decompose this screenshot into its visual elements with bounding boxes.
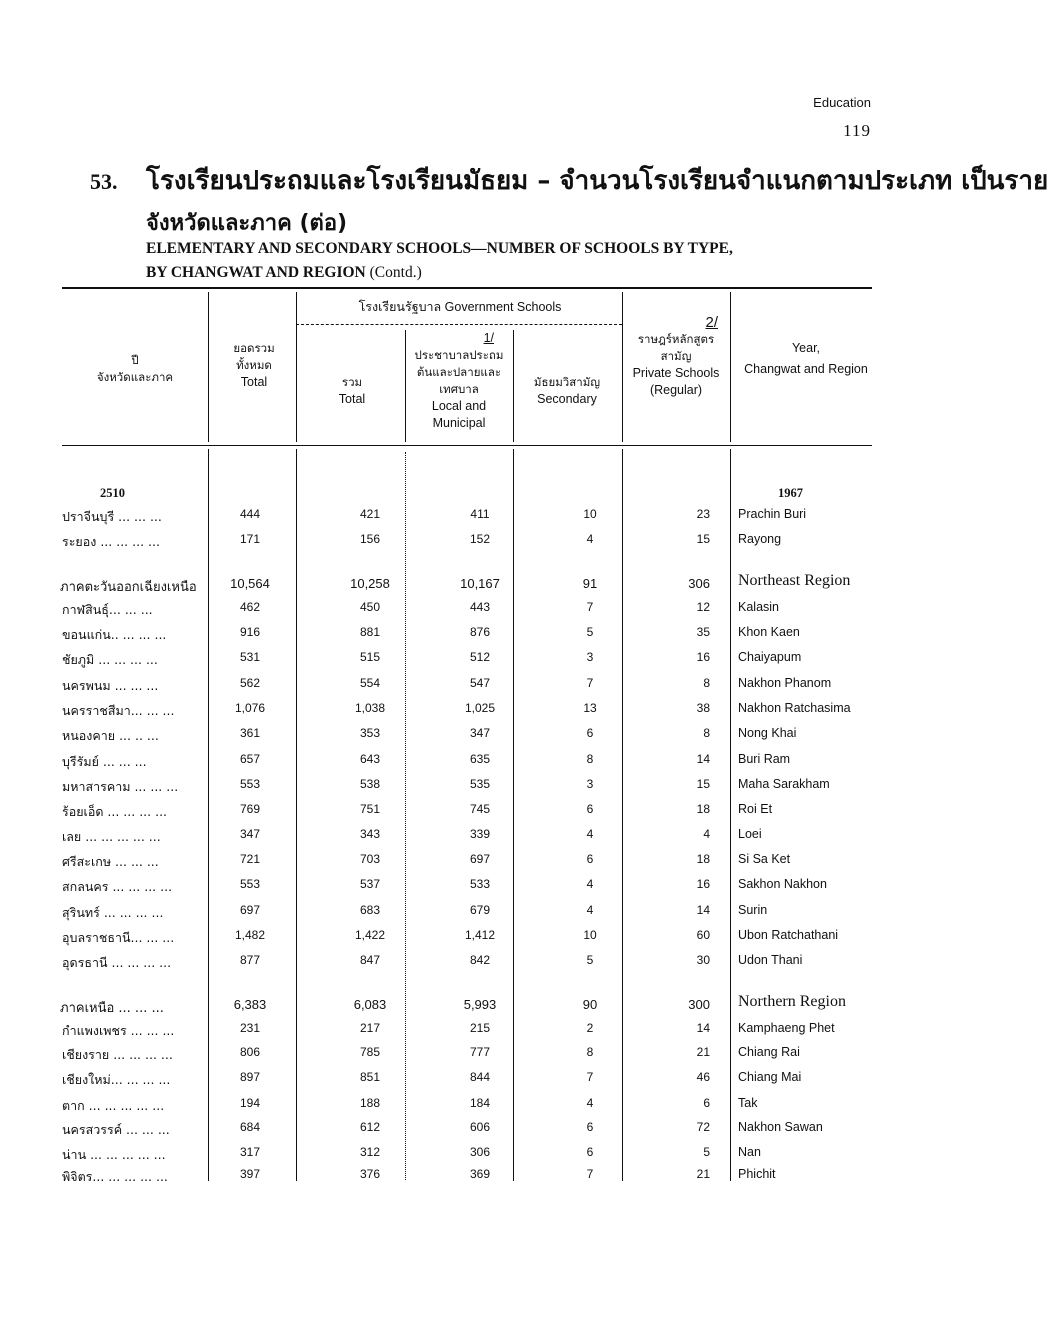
row-secondary: 4: [586, 903, 594, 917]
row-area-thai: ภาคตะวันออกเฉียงเหนือ: [60, 580, 197, 595]
row-area-english: Surin: [738, 903, 768, 917]
row-local-municipal: 606: [469, 1120, 491, 1134]
table-row: [60, 1045, 890, 1067]
row-area-thai: ศรีสะเกษ ... ... ...: [62, 854, 159, 869]
row-local-municipal: 215: [469, 1021, 491, 1035]
row-secondary: 6: [586, 1120, 594, 1134]
row-private: 18: [696, 802, 710, 816]
row-gov-total: 450: [359, 600, 381, 614]
table-row: [60, 1021, 890, 1043]
row-total: 1,076: [234, 701, 266, 715]
row-area-thai: เลย ... ... ... ... ...: [62, 829, 161, 844]
row-total: 897: [239, 1070, 261, 1084]
row-local-municipal: 1,412: [464, 928, 496, 942]
row-area-thai: นครพนม ... ... ...: [62, 678, 159, 693]
row-local-municipal: 306: [469, 1145, 491, 1159]
row-gov-total: 538: [359, 777, 381, 791]
row-private: 14: [696, 1021, 710, 1035]
row-private: 14: [696, 903, 710, 917]
row-area-thai: ปราจีนบุรี ... ... ...: [62, 509, 162, 524]
col-divider: [296, 292, 297, 442]
table-row: [60, 852, 890, 874]
row-local-municipal: 10,167: [460, 576, 500, 591]
row-area-english: Prachin Buri: [738, 507, 807, 521]
row-local-municipal: 635: [469, 752, 491, 766]
row-gov-total: 1,038: [354, 701, 386, 715]
row-local-municipal: 777: [469, 1045, 491, 1059]
row-total: 444: [239, 507, 261, 521]
row-area-english: Udon Thani: [738, 953, 803, 967]
row-total: 347: [239, 827, 261, 841]
row-area-thai: ขอนแก่น.. ... ... ...: [62, 627, 167, 642]
row-local-municipal: 745: [469, 802, 491, 816]
table-top-rule: [62, 287, 872, 289]
row-gov-total: 785: [359, 1045, 381, 1059]
row-total: 877: [239, 953, 261, 967]
table-row: [60, 726, 890, 748]
table-row: [60, 1167, 890, 1189]
row-total: 462: [239, 600, 261, 614]
row-area-thai: ชัยภูมิ ... ... ... ...: [62, 652, 158, 667]
col-divider: [208, 292, 209, 442]
row-gov-total: 537: [359, 877, 381, 891]
row-total: 657: [239, 752, 261, 766]
row-private: 72: [696, 1120, 710, 1134]
row-private: 16: [696, 650, 710, 664]
table-row: [60, 625, 890, 647]
row-area-english: Nan: [738, 1145, 761, 1159]
row-local-municipal: 697: [469, 852, 491, 866]
row-gov-total: 353: [359, 726, 381, 740]
row-secondary: 91: [582, 576, 598, 591]
table-row: [60, 1070, 890, 1092]
row-local-municipal: 443: [469, 600, 491, 614]
row-local-municipal: 844: [469, 1070, 491, 1084]
row-total: 6,383: [233, 997, 267, 1012]
row-private: 23: [696, 507, 710, 521]
table-row: [60, 928, 890, 950]
row-gov-total: 312: [359, 1145, 381, 1159]
row-secondary: 4: [586, 877, 594, 891]
row-total: 317: [239, 1145, 261, 1159]
row-gov-total: 1,422: [354, 928, 386, 942]
table-row: [60, 752, 890, 774]
table-number: 53.: [90, 169, 118, 194]
section-label: Education: [813, 95, 871, 110]
row-area-thai: กาฬสินธุ์... ... ...: [62, 602, 153, 617]
row-area-thai: นครราชสีมา... ... ...: [62, 703, 175, 718]
row-area-thai: มหาสารคาม ... ... ...: [62, 779, 179, 794]
row-local-municipal: 842: [469, 953, 491, 967]
row-area-thai: ระยอง ... ... ... ...: [62, 534, 160, 549]
table-row: [60, 953, 890, 975]
row-gov-total: 643: [359, 752, 381, 766]
row-private: 35: [696, 625, 710, 639]
row-secondary: 7: [586, 600, 594, 614]
row-gov-total: 10,258: [350, 576, 390, 591]
row-area-english: Phichit: [738, 1167, 776, 1181]
row-gov-total: 188: [359, 1096, 381, 1110]
row-area-english: Northern Region: [738, 993, 846, 1010]
gov-total-header: รวม Total: [338, 375, 366, 406]
row-private: 38: [696, 701, 710, 715]
row-local-municipal: 512: [469, 650, 491, 664]
row-secondary: 6: [586, 1145, 594, 1159]
row-area-thai: กำแพงเพชร ... ... ...: [62, 1023, 175, 1038]
row-private: 14: [696, 752, 710, 766]
row-area-thai: อุดรธานี ... ... ... ...: [62, 955, 172, 970]
row-area-thai: หนองคาย ... .. ...: [62, 728, 159, 743]
year-row: [60, 486, 890, 508]
row-total: 553: [239, 877, 261, 891]
row-gov-total: 6,083: [353, 997, 387, 1012]
row-secondary: 3: [586, 777, 594, 791]
row-area-thai: นครสวรรค์ ... ... ...: [62, 1122, 170, 1137]
row-secondary: 7: [586, 1070, 594, 1084]
row-secondary: 5: [586, 625, 594, 639]
row-total: 721: [239, 852, 261, 866]
row-area-english: Nong Khai: [738, 726, 797, 740]
row-total: 231: [239, 1021, 261, 1035]
row-gov-total: 156: [359, 532, 381, 546]
row-area-english: Kamphaeng Phet: [738, 1021, 835, 1035]
row-private: 18: [696, 852, 710, 866]
table-row: [60, 777, 890, 799]
row-area-english: Chaiyapum: [738, 650, 802, 664]
row-area-english: Maha Sarakham: [738, 777, 830, 791]
row-area-english: Buri Ram: [738, 752, 791, 766]
row-private: 21: [696, 1167, 710, 1181]
row-total: 684: [239, 1120, 261, 1134]
row-total: 531: [239, 650, 261, 664]
row-secondary: 10: [583, 928, 597, 942]
row-area-english: Chiang Rai: [738, 1045, 800, 1059]
row-area-thai: อุบลราชธานี... ... ...: [62, 930, 175, 945]
table-row: [60, 903, 890, 925]
row-private: 16: [696, 877, 710, 891]
row-gov-total: 703: [359, 852, 381, 866]
row-area-english: Ubon Ratchathani: [738, 928, 839, 942]
region-row: [60, 572, 890, 598]
row-total: 769: [239, 802, 261, 816]
row-area-english: Khon Kaen: [738, 625, 800, 639]
year-english: 1967: [778, 486, 803, 500]
year-thai: 2510: [100, 486, 125, 500]
row-local-municipal: 339: [469, 827, 491, 841]
row-area-thai: น่าน ... ... ... ... ...: [62, 1147, 166, 1162]
row-private: 4: [703, 827, 710, 841]
row-local-municipal: 347: [469, 726, 491, 740]
row-local-municipal: 411: [470, 507, 490, 521]
row-private: 15: [696, 532, 710, 546]
row-area-thai: ภาคเหนือ ... ... ...: [60, 1001, 164, 1016]
row-gov-total: 217: [359, 1021, 381, 1035]
year-region-header: Year, Changwat and Region: [744, 341, 868, 376]
row-local-municipal: 5,993: [463, 997, 497, 1012]
table-title-thai: [90, 160, 1048, 201]
table-row: [60, 802, 890, 824]
row-local-municipal: 1,025: [464, 701, 496, 715]
row-secondary: 8: [586, 1045, 594, 1059]
row-local-municipal: 876: [469, 625, 491, 639]
row-gov-total: 343: [359, 827, 381, 841]
table-row: [60, 701, 890, 723]
row-area-english: Chiang Mai: [738, 1070, 802, 1084]
col-divider: [730, 292, 731, 442]
row-total: 562: [239, 676, 261, 690]
row-gov-total: 751: [359, 802, 381, 816]
row-secondary: 5: [586, 953, 594, 967]
row-total: 553: [239, 777, 261, 791]
row-secondary: 4: [586, 1096, 594, 1110]
row-area-thai: บุรีรัมย์ ... ... ...: [62, 754, 147, 769]
secondary-header: มัธยมวิสามัญ Secondary: [533, 375, 601, 406]
row-gov-total: 612: [359, 1120, 381, 1134]
row-gov-total: 421: [359, 507, 381, 521]
page-number: 119: [843, 121, 871, 140]
row-area-thai: สกลนคร ... ... ... ...: [62, 879, 173, 894]
table-row: [60, 827, 890, 849]
total-header: ยอดรวมทั้งหมด Total: [233, 341, 275, 389]
title-thai-line1: โรงเรียนประถมและโรงเรียนมัธยม – จำนวนโรงเรียนจำแนกตามประเภท เป็นราย: [146, 166, 1048, 196]
row-secondary: 6: [586, 802, 594, 816]
row-private: 6: [703, 1096, 710, 1110]
row-total: 697: [239, 903, 261, 917]
private-schools-header: 2/ ราษฎร์หลักสูตรสามัญ Private Schools (Regular): [632, 314, 720, 397]
row-secondary: 6: [586, 726, 594, 740]
row-secondary: 3: [586, 650, 594, 664]
row-private: 5: [703, 1145, 710, 1159]
local-municipal-header: 1/ ประชาบาลประถมต้นและปลายและเทศบาล Local and Municipal: [414, 331, 504, 430]
row-local-municipal: 535: [469, 777, 491, 791]
row-area-thai: ตาก ... ... ... ... ...: [62, 1098, 165, 1113]
row-private: 12: [696, 600, 710, 614]
row-area-thai: พิจิตร... ... ... ... ...: [62, 1169, 168, 1184]
table-row: [60, 507, 890, 529]
row-gov-total: 851: [359, 1070, 381, 1084]
row-private: 8: [703, 726, 710, 740]
row-area-english: Tak: [738, 1096, 758, 1110]
row-secondary: 6: [586, 852, 594, 866]
row-area-english: Rayong: [738, 532, 782, 546]
row-area-english: Roi Et: [738, 802, 773, 816]
row-gov-total: 847: [359, 953, 381, 967]
row-private: 60: [696, 928, 710, 942]
row-local-municipal: 547: [469, 676, 491, 690]
area-header: ปี จังหวัดและภาค: [96, 353, 174, 384]
row-gov-total: 881: [359, 625, 381, 639]
row-area-english: Loei: [738, 827, 762, 841]
row-secondary: 10: [583, 507, 597, 521]
row-private: 46: [696, 1070, 710, 1084]
row-total: 361: [239, 726, 261, 740]
row-secondary: 2: [586, 1021, 594, 1035]
row-area-english: Kalasin: [738, 600, 779, 614]
row-area-english: Si Sa Ket: [738, 852, 791, 866]
table-row: [60, 650, 890, 672]
gov-group-rule: [296, 324, 622, 325]
row-private: 21: [696, 1045, 710, 1059]
row-private: 15: [696, 777, 710, 791]
row-area-english: Northeast Region: [738, 572, 851, 589]
row-private: 300: [688, 997, 710, 1012]
table-row: [60, 1145, 890, 1167]
row-total: 171: [239, 532, 261, 546]
table-row: [60, 877, 890, 899]
table-row: [60, 1120, 890, 1142]
row-total: 1,482: [234, 928, 266, 942]
row-secondary: 7: [586, 676, 594, 690]
row-area-thai: ร้อยเอ็ด ... ... ... ...: [62, 804, 168, 819]
title-english-line1: ELEMENTARY AND SECONDARY SCHOOLS—NUMBER OF SCHOOLS BY TYPE,: [146, 240, 733, 257]
row-total: 397: [239, 1167, 261, 1181]
row-area-thai: เชียงราย ... ... ... ...: [62, 1047, 173, 1062]
region-row: [60, 993, 890, 1019]
row-area-english: Nakhon Sawan: [738, 1120, 823, 1134]
row-secondary: 4: [586, 827, 594, 841]
row-secondary: 4: [586, 532, 594, 546]
title-thai-line2: จังหวัดและภาค (ต่อ): [146, 211, 348, 236]
title-english-line2: BY CHANGWAT AND REGION: [146, 264, 366, 281]
title-contd: (Contd.): [369, 264, 422, 281]
table-row: [60, 676, 890, 698]
row-area-english: Nakhon Phanom: [738, 676, 832, 690]
row-local-municipal: 184: [469, 1096, 491, 1110]
row-secondary: 8: [586, 752, 594, 766]
row-total: 806: [239, 1045, 261, 1059]
row-gov-total: 376: [359, 1167, 381, 1181]
row-local-municipal: 152: [469, 532, 491, 546]
gov-schools-header: โรงเรียนรัฐบาล Government Schools: [358, 300, 562, 314]
row-local-municipal: 533: [469, 877, 491, 891]
row-area-thai: เชียงใหม่... ... ... ...: [62, 1072, 171, 1087]
row-gov-total: 515: [359, 650, 381, 664]
table-row: [60, 532, 890, 554]
row-private: 30: [696, 953, 710, 967]
row-total: 10,564: [230, 576, 270, 591]
row-secondary: 90: [582, 997, 598, 1012]
header-bottom-rule: [62, 445, 872, 446]
row-gov-total: 554: [359, 676, 381, 690]
table-title-english: [146, 237, 733, 285]
row-total: 194: [239, 1096, 261, 1110]
row-gov-total: 683: [359, 903, 381, 917]
row-private: 306: [688, 576, 710, 591]
row-secondary: 13: [583, 701, 597, 715]
row-local-municipal: 679: [469, 903, 491, 917]
table-row: [60, 600, 890, 622]
row-area-thai: สุรินทร์ ... ... ... ...: [62, 905, 164, 920]
row-total: 916: [239, 625, 261, 639]
row-area-english: Sakhon Nakhon: [738, 877, 827, 891]
row-private: 8: [703, 676, 710, 690]
table-row: [60, 1096, 890, 1118]
row-area-english: Nakhon Ratchasima: [738, 701, 851, 715]
row-local-municipal: 369: [469, 1167, 491, 1181]
row-secondary: 7: [586, 1167, 594, 1181]
